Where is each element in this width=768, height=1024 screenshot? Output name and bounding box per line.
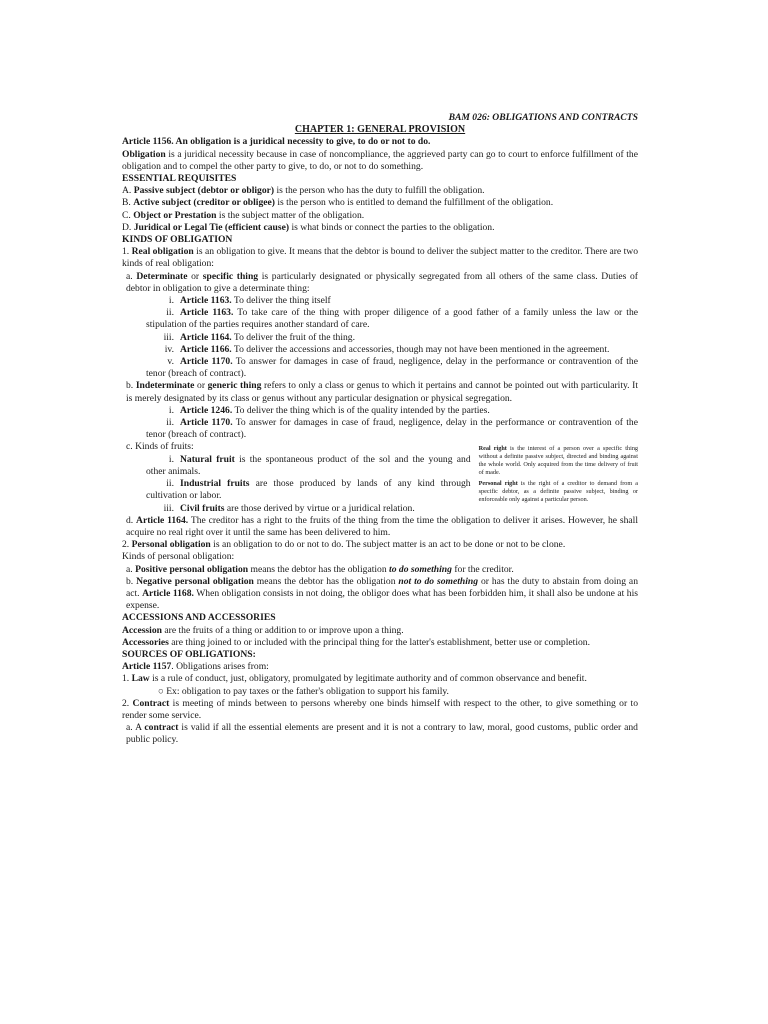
- requisite-d: D. Juridical or Legal Tie (efficient cause) is what binds or connect the parties to the obligation.: [122, 221, 495, 233]
- requisite-c: C. Object or Prestation is the subject matter of the obligation.: [122, 209, 365, 221]
- rights-sidebar: [479, 441, 638, 514]
- accession-definition: Accession are the fruits of a thing or addition to or improve upon a thing.: [122, 624, 404, 636]
- civil-fruits: iii. Civil fruits are those derived by virtue or a juridical relation.: [163, 502, 415, 514]
- requisite-a: A. Passive subject (debtor or obligor) is the person who has the duty to fulfill the obligation.: [122, 185, 485, 197]
- duty-v: v. Article 1170. To answer for damages in case of fraud, negligence, delay in the performance or contravention of the tenor (breach of contract).: [146, 356, 638, 380]
- fruits-heading: c. Kinds of fruits:: [126, 441, 194, 453]
- real-right-note: Real right is the interest of a person over a specific thing without a definite passive subject, directed and binding against the whole world. Only acquired from the time delivery of fruit of made.: [478, 445, 639, 477]
- duty-iv: iv. Article 1166. To deliver the accessions and accessories, though may not have been mentioned in the agreement.: [164, 343, 610, 355]
- course-title: BAM 026: OBLIGATIONS AND CONTRACTS: [448, 112, 638, 123]
- accessories-definition: Accessories are thing joined to or included with the principal thing for the latter's establishment, better use or completion.: [122, 636, 590, 648]
- contract-validity: a. A contract is valid if all the essential elements are present and it is not a contrary to law, moral, good customs, public order and public policy.: [126, 722, 638, 746]
- natural-fruit: i. Natural fruit is the spontaneous product of the sol and the young and other animals.: [146, 453, 471, 477]
- personal-obligation: 2. Personal obligation is an obligation to do or not to do. The subject matter is an act to be done or not to be clone.: [122, 539, 566, 551]
- personal-kinds-heading: Kinds of personal obligation:: [122, 551, 235, 563]
- fruits-list: [122, 441, 471, 514]
- source-law: 1. Law is a rule of conduct, just, obligatory, promulgated by legitimate authority and of common observance and benefit.: [122, 673, 587, 685]
- requisites-heading: ESSENTIAL REQUISITES: [122, 173, 237, 185]
- law-example: ○ Ex: obligation to pay taxes or the father's obligation to support his family.: [158, 685, 449, 697]
- accessions-heading: ACCESSIONS AND ACCESSORIES: [122, 612, 276, 624]
- requisite-b: B. Active subject (creditor or obligee) is the person who is entitled to demand the fulfillment of the obligation.: [122, 197, 554, 209]
- real-obligation: 1. Real obligation is an obligation to give. It means that the debtor is bound to deliver the subject matter to the creditor. There are two kinds of real obligation:: [122, 246, 638, 270]
- obligation-definition: Obligation is a juridical necessity because in case of noncompliance, the aggrieved party can go to court to enforce fulfillment of the obligation and to compel the other party to give, to do, or not to do something.: [122, 148, 638, 172]
- indeterminate-thing: b. Indeterminate or generic thing refers to only a class or genus to which it pertains and cannot be pointed out with particularity. It is merely designated by its class or genus without any particular designation or physical segregation.: [126, 380, 639, 404]
- generic-duty-i: i. Article 1246. To deliver the thing which is of the quality intended by the parties.: [168, 404, 490, 416]
- sources-heading: SOURCES OF OBLIGATIONS:: [122, 648, 256, 660]
- kinds-heading: KINDS OF OBLIGATION: [122, 234, 233, 246]
- source-contract: 2. Contract is meeting of minds between to persons whereby one binds himself with respect to the other, to give something or to render some service.: [122, 697, 638, 721]
- personal-right-note: Personal right is the right of a creditor to demand from a specific debtor, as a definite passive subject, binding or enforceable only against a particular person.: [478, 480, 639, 504]
- generic-duty-ii: ii. Article 1170. To answer for damages in case of fraud, negligence, delay in the performance or contravention of the tenor (breach of contract).: [146, 417, 638, 441]
- determinate-thing: a. Determinate or specific thing is particularly designated or physically segregated from all others of the same class. Duties of debtor in obligation to give a determinate thing:: [126, 270, 638, 294]
- duty-iii: iii. Article 1164. To deliver the fruit of the thing.: [163, 331, 355, 343]
- fruits-section: [122, 441, 638, 514]
- article-1164: d. Article 1164. The creditor has a right to the fruits of the thing from the time the obligation to deliver it arises. However, he shall acquire no real right over it until the same has been delivered to him.: [126, 514, 638, 538]
- industrial-fruits: ii. Industrial fruits are those produced by lands of any kind through cultivation or labor.: [146, 478, 471, 502]
- positive-personal: a. Positive personal obligation means the debtor has the obligation to do something for the creditor.: [126, 563, 514, 575]
- duty-ii: ii. Article 1163. To take care of the thing with proper diligence of a good father of a family unless the law or the stipulation of the parties requires another standard of care.: [146, 307, 638, 331]
- chapter-title: CHAPTER 1: GENERAL PROVISION: [294, 124, 466, 136]
- negative-personal: b. Negative personal obligation means the debtor has the obligation not to do something or has the duty to abstain from doing an act. Article 1168. When obligation consists in not doing, the obligor does what has been forbidden him, it shall also be undone at his expense.: [126, 575, 639, 612]
- article-1157: Article 1157. Obligations arises from:: [122, 661, 269, 673]
- document-page: [122, 112, 638, 747]
- duty-i: i. Article 1163. To deliver the thing itself: [168, 295, 331, 307]
- article-1156-heading: Article 1156. An obligation is a juridical necessity to give, to do or not to do.: [122, 136, 431, 148]
